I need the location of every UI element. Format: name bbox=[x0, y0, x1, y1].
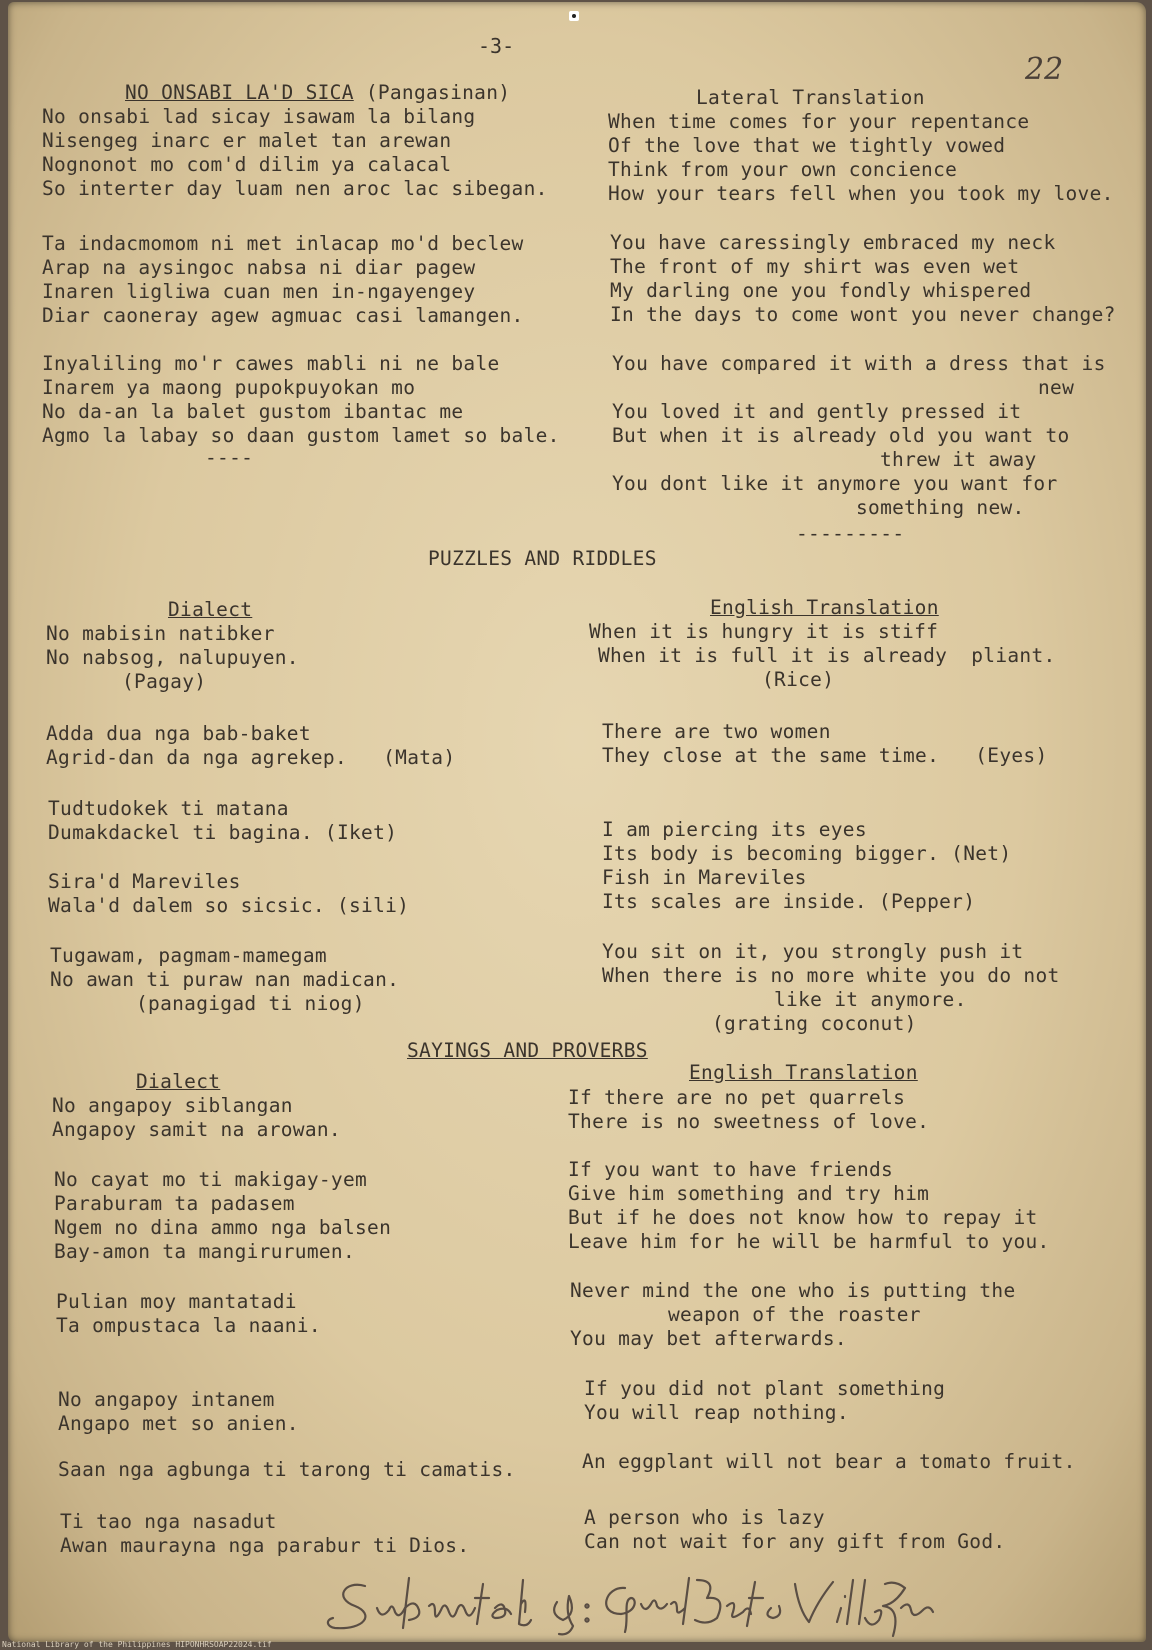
left-stanza-3-line-1: Inyaliling mo'r cawes mabli ni ne bale bbox=[42, 352, 500, 375]
right-stanza-1-line-4: How your tears fell when you took my love. bbox=[608, 182, 1114, 205]
riddle-3-dialect-line-1: Tudtudokek ti matana bbox=[48, 797, 289, 820]
riddle-1-english-answer: (Rice) bbox=[762, 668, 835, 691]
saying-1-dialect-line-2: Angapoy samit na arowan. bbox=[52, 1118, 341, 1141]
riddle-4-english-line-2: Its scales are inside. (Pepper) bbox=[602, 890, 976, 913]
saying-2-dialect-line-1: No cayat mo ti makigay-yem bbox=[54, 1168, 368, 1191]
right-stanza-3-line-1: You have compared it with a dress that is bbox=[612, 352, 1106, 375]
riddle-5-dialect-line-2: No awan ti puraw nan madican. bbox=[50, 968, 400, 991]
left-poem-language: (Pangasinan) bbox=[365, 81, 511, 104]
right-stanza-3-line-6: You dont like it anymore you want for bbox=[612, 472, 1058, 495]
riddle-3-dialect-line-2: Dumakdackel ti bagina. (Iket) bbox=[48, 821, 398, 844]
riddle-4-dialect-line-2: Wala'd dalem so sicsic. (sili) bbox=[48, 894, 410, 917]
riddle-3-english-line-2: Its body is becoming bigger. (Net) bbox=[602, 842, 1012, 865]
sayings-dialect-heading: Dialect bbox=[136, 1070, 221, 1093]
saying-3-english-line-1: Never mind the one who is putting the bbox=[570, 1279, 1016, 1302]
saying-6-english-line-2: Can not wait for any gift from God. bbox=[584, 1530, 1006, 1553]
saying-1-dialect-line-1: No angapoy siblangan bbox=[52, 1094, 293, 1117]
right-stanza-3-line-7: something new. bbox=[856, 496, 1025, 519]
right-stanza-3-line-5: threw it away bbox=[880, 448, 1037, 471]
saying-3-dialect-line-2: Ta ompustaca la naani. bbox=[56, 1314, 321, 1337]
saying-3-dialect-line-1: Pulian moy mantatadi bbox=[56, 1290, 297, 1313]
riddle-2-dialect-line-2: Agrid-dan da nga agrekep. (Mata) bbox=[46, 746, 456, 769]
riddle-5-english-answer: (grating coconut) bbox=[712, 1012, 917, 1035]
right-stanza-2-line-1: You have caressingly embraced my neck bbox=[610, 231, 1056, 254]
left-stanza-1-line-4: So interter day luam nen aroc lac sibegan. bbox=[42, 177, 548, 200]
left-stanza-3-line-3: No da-an la balet gustom ibantac me bbox=[42, 400, 464, 423]
saying-6-dialect-line-2: Awan maurayna nga parabur ti Dios. bbox=[60, 1534, 470, 1557]
right-stanza-1-line-3: Think from your own concience bbox=[608, 158, 958, 181]
saying-1-english-line-2: There is no sweetness of love. bbox=[568, 1110, 930, 1133]
right-stanza-2-line-2: The front of my shirt was even wet bbox=[610, 255, 1020, 278]
riddle-1-english-line-2: When it is full it is already pliant. bbox=[598, 644, 1056, 667]
puzzles-english-heading: English Translation bbox=[710, 596, 939, 619]
right-poem-end-mark: --------- bbox=[796, 522, 905, 545]
saying-3-english-line-3: You may bet afterwards. bbox=[570, 1327, 847, 1350]
right-stanza-1-line-2: Of the love that we tightly vowed bbox=[608, 134, 1006, 157]
saying-4-dialect-line-2: Angapo met so anien. bbox=[58, 1412, 299, 1435]
footer-caption: National Library of the Philippines HIPONHRSOAP22024.tif bbox=[2, 1640, 272, 1649]
sayings-heading: SAYINGS AND PROVERBS bbox=[407, 1039, 648, 1062]
saying-2-dialect-line-3: Ngem no dina ammo nga balsen bbox=[54, 1216, 392, 1239]
signature-text: Submitted by: Gualberto Villafuerte bbox=[325, 1568, 347, 1569]
camera-icon bbox=[569, 11, 579, 21]
page-number: -3- bbox=[478, 34, 515, 58]
riddle-3-english-line-1: I am piercing its eyes bbox=[602, 818, 867, 841]
left-stanza-1-line-3: Nognonot mo com'd dilim ya calacal bbox=[42, 153, 452, 176]
riddle-1-dialect-line-1: No mabisin natibker bbox=[46, 622, 275, 645]
saying-4-english-line-2: You will reap nothing. bbox=[584, 1401, 849, 1424]
saying-2-english-line-4: Leave him for he will be harmful to you. bbox=[568, 1230, 1050, 1253]
saying-2-english-line-3: But if he does not know how to repay it bbox=[568, 1206, 1038, 1229]
left-stanza-1-line-2: Nisengeg inarc er malet tan arewan bbox=[42, 129, 452, 152]
left-poem-title-line bbox=[125, 81, 510, 105]
riddle-5-dialect-line-1: Tugawam, pagmam-mamegam bbox=[50, 944, 327, 967]
left-stanza-3-line-2: Inarem ya maong pupokpuyokan mo bbox=[42, 376, 416, 399]
right-stanza-2-line-3: My darling one you fondly whispered bbox=[610, 279, 1032, 302]
right-poem-title: Lateral Translation bbox=[696, 86, 925, 109]
riddle-5-dialect-answer: (panagigad ti niog) bbox=[136, 992, 365, 1015]
riddle-4-english-line-1: Fish in Mareviles bbox=[602, 866, 807, 889]
saying-5-english-line-1: An eggplant will not bear a tomato fruit. bbox=[582, 1450, 1076, 1473]
saying-3-english-line-2: weapon of the roaster bbox=[668, 1303, 921, 1326]
riddle-2-dialect-line-1: Adda dua nga bab-baket bbox=[46, 722, 311, 745]
left-stanza-2-line-2: Arap na aysingoc nabsa ni diar pagew bbox=[42, 256, 476, 279]
left-stanza-1-line-1: No onsabi lad sicay isawam la bilang bbox=[42, 105, 476, 128]
riddle-1-dialect-answer: (Pagay) bbox=[122, 670, 207, 693]
left-stanza-2-line-4: Diar caoneray agew agmuac casi lamangen. bbox=[42, 304, 524, 327]
saying-2-dialect-line-2: Paraburam ta padasem bbox=[54, 1192, 295, 1215]
signature bbox=[325, 1568, 945, 1638]
riddle-4-dialect-line-1: Sira'd Mareviles bbox=[48, 870, 241, 893]
sayings-english-heading: English Translation bbox=[689, 1061, 918, 1084]
left-poem-end-mark: ---- bbox=[205, 446, 254, 469]
saying-6-dialect-line-1: Ti tao nga nasadut bbox=[60, 1510, 277, 1533]
saying-6-english-line-1: A person who is lazy bbox=[584, 1506, 825, 1529]
riddle-2-english-line-2: They close at the same time. (Eyes) bbox=[602, 744, 1048, 767]
puzzles-dialect-heading: Dialect bbox=[168, 598, 253, 621]
riddle-1-dialect-line-2: No nabsog, nalupuyen. bbox=[46, 646, 299, 669]
saying-2-english-line-2: Give him something and try him bbox=[568, 1182, 930, 1205]
riddle-1-english-line-1: When it is hungry it is stiff bbox=[589, 620, 939, 643]
left-stanza-2-line-1: Ta indacmomom ni met inlacap mo'd beclew bbox=[42, 232, 524, 255]
right-stanza-3-line-2: new bbox=[1038, 376, 1075, 399]
riddle-5-english-line-1: You sit on it, you strongly push it bbox=[602, 940, 1024, 963]
saying-1-english-line-1: If there are no pet quarrels bbox=[568, 1086, 906, 1109]
saying-4-dialect-line-1: No angapoy intanem bbox=[58, 1388, 275, 1411]
handwritten-page-number: 22 bbox=[1025, 52, 1064, 87]
riddle-5-english-continued: like it anymore. bbox=[774, 988, 967, 1011]
right-stanza-1-line-1: When time comes for your repentance bbox=[608, 110, 1030, 133]
saying-5-dialect-line-1: Saan nga agbunga ti tarong ti camatis. bbox=[58, 1458, 516, 1481]
puzzles-heading: PUZZLES AND RIDDLES bbox=[428, 547, 657, 570]
right-stanza-3-line-3: You loved it and gently pressed it bbox=[612, 400, 1022, 423]
right-stanza-2-line-4: In the days to come wont you never change? bbox=[610, 303, 1116, 326]
riddle-2-english-line-1: There are two women bbox=[602, 720, 831, 743]
saying-2-english-line-1: If you want to have friends bbox=[568, 1158, 894, 1181]
left-stanza-3-line-4: Agmo la labay so daan gustom lamet so bale. bbox=[42, 424, 560, 447]
saying-2-dialect-line-4: Bay-amon ta mangirurumen. bbox=[54, 1240, 355, 1263]
riddle-5-english-line-2: When there is no more white you do not bbox=[602, 964, 1060, 987]
left-poem-title: NO ONSABI LA'D SICA bbox=[125, 81, 354, 104]
right-stanza-3-line-4: But when it is already old you want to bbox=[612, 424, 1070, 447]
saying-4-english-line-1: If you did not plant something bbox=[584, 1377, 946, 1400]
left-stanza-2-line-3: Inaren ligliwa cuan men in-ngayengey bbox=[42, 280, 476, 303]
